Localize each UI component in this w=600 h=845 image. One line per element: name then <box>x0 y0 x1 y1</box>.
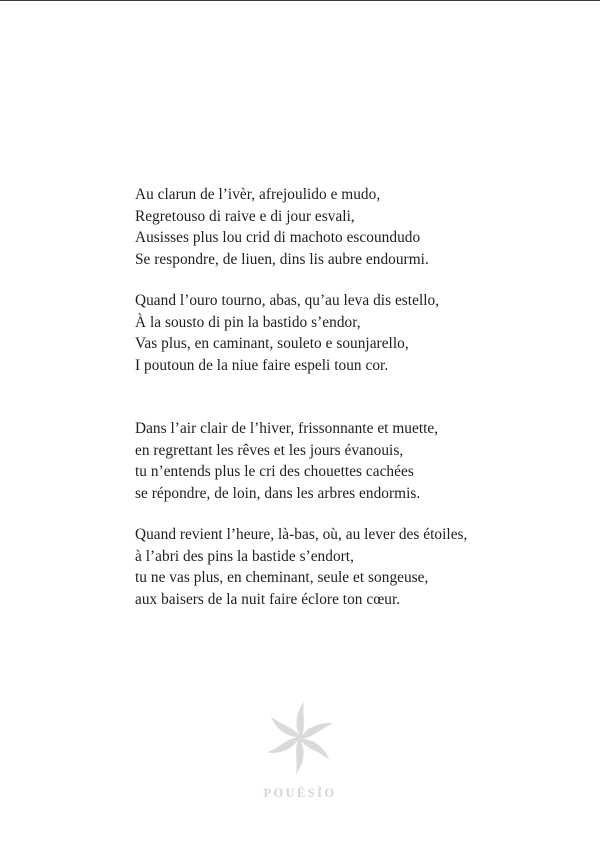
poem-line: Dans l’air clair de l’hiver, frissonnante et muette, <box>135 420 439 437</box>
poem-line: tu ne vas plus, en cheminant, seule et songeuse, <box>135 569 429 586</box>
poem-line: aux baisers de la nuit faire éclore ton cœur. <box>135 590 401 608</box>
poem-line: Vas plus, en caminant, souleto e sounjarello, <box>135 335 409 352</box>
stanza-original-2 <box>135 290 575 376</box>
poem-line: À la sousto di pin la bastido s’endor, <box>135 313 361 331</box>
star-flower-icon <box>266 700 334 778</box>
poem-line: à l’abri des pins la bastide s’endort, <box>135 547 354 565</box>
poem-line: Regretouso di raive e di jour esvali, <box>135 207 355 225</box>
top-border-line <box>0 0 600 1</box>
poem-line: se répondre, de loin, dans les arbres endormis. <box>135 484 421 502</box>
poem-line: Au clarun de l’ivèr, afrejoulido e mudo, <box>135 186 381 203</box>
stanza-translation-2 <box>135 524 575 610</box>
poem-line: Quand revient l’heure, là-bas, où, au lever des étoiles, <box>135 526 468 543</box>
stanza-original-1 <box>135 184 575 270</box>
poem-text <box>135 184 575 610</box>
publisher-logo-text: POUËSÌO <box>263 786 337 800</box>
poem-line: tu n’entends plus le cri des chouettes cachées <box>135 463 414 480</box>
poem-line: I poutoun de la niue faire espeli toun cor. <box>135 356 389 374</box>
poem-line: en regrettant les rêves et les jours évanouis, <box>135 441 404 459</box>
stanza-translation-1 <box>135 418 575 504</box>
poem-line: Se respondre, de liuen, dins lis aubre endourmi. <box>135 250 429 268</box>
poem-line: Ausisses plus lou crid di machoto escoundudo <box>135 229 421 246</box>
poem-line: Quand l’ouro tourno, abas, qu’au leva dis estello, <box>135 292 440 309</box>
